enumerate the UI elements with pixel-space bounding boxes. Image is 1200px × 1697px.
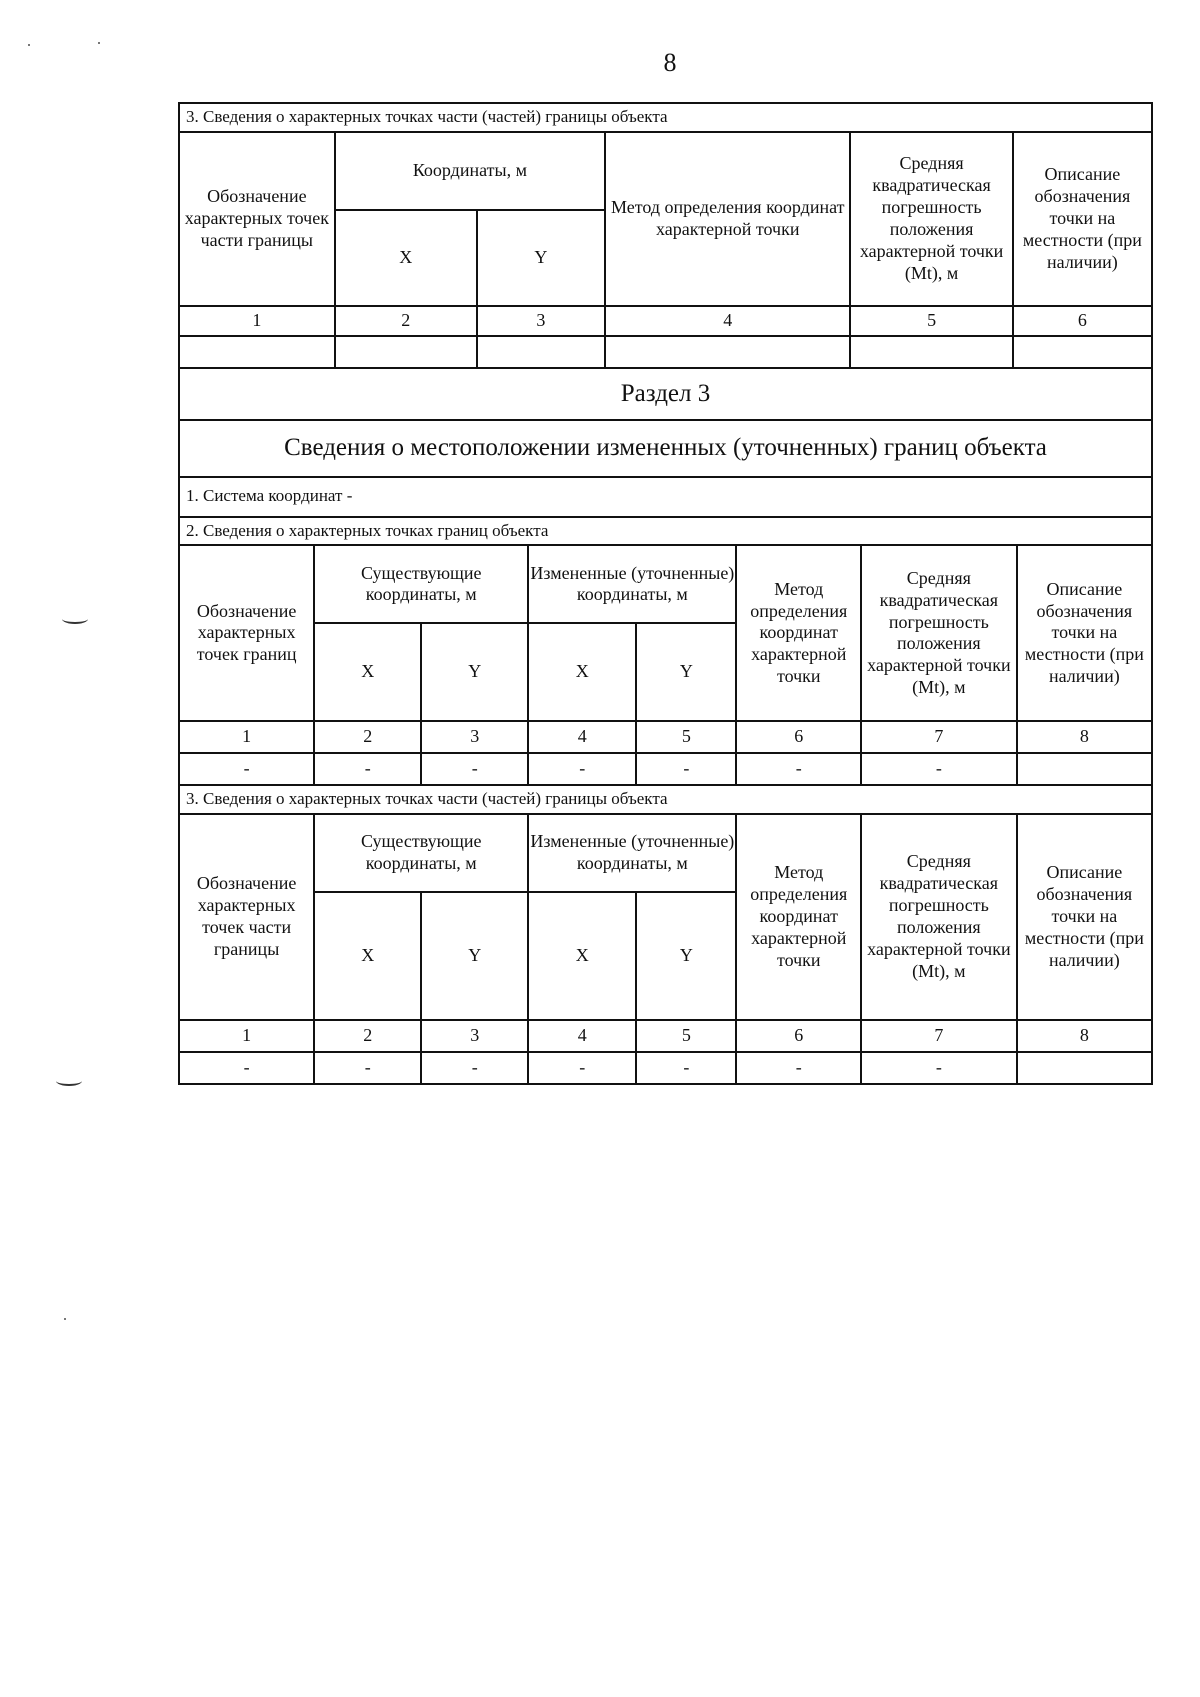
table-cell: - [736, 1052, 861, 1084]
col-number: 5 [850, 306, 1012, 336]
header-error: Средняя квадратическая погрешность положения характерной точки (Mt), м [850, 132, 1012, 306]
col-number: 8 [1017, 1020, 1152, 1052]
table-cell [1017, 753, 1152, 785]
col-number: 5 [636, 1020, 736, 1052]
table-row [179, 753, 1152, 785]
header-x: X [314, 892, 421, 1020]
section-title: Раздел 3 [179, 368, 1152, 421]
col-number: 6 [736, 1020, 861, 1052]
table-cell [477, 336, 605, 368]
boundary-points-table [178, 516, 1153, 1085]
col-number: 2 [335, 306, 477, 336]
col-number: 2 [314, 721, 421, 753]
table-row [179, 1052, 1152, 1084]
scan-dust [98, 42, 100, 44]
col-number: 3 [421, 1020, 528, 1052]
table-row [179, 336, 1152, 368]
col-number: 4 [528, 1020, 636, 1052]
scan-mark [62, 614, 88, 624]
header-method: Метод определения координат характерной точки [736, 545, 861, 721]
header-designation: Обозначение характерных точек границ [179, 545, 314, 721]
scan-dust [64, 1318, 66, 1320]
table-cell [1013, 336, 1152, 368]
header-x: X [335, 210, 477, 306]
header-designation: Обозначение характерных точек части границы [179, 814, 314, 1020]
header-error: Средняя квадратическая погрешность положения характерной точки (Mt), м [861, 545, 1017, 721]
header-description: Описание обозначения точки на местности (при наличии) [1013, 132, 1152, 306]
header-y: Y [421, 623, 528, 721]
table-cell: - [179, 753, 314, 785]
col-number: 6 [736, 721, 861, 753]
section-subtitle: Сведения о местоположении измененных (уточненных) границ объекта [179, 420, 1152, 477]
table-cell: - [314, 753, 421, 785]
table-cell: - [528, 1052, 636, 1084]
table-cell: - [314, 1052, 421, 1084]
header-y: Y [636, 623, 736, 721]
header-error: Средняя квадратическая погрешность положения характерной точки (Mt), м [861, 814, 1017, 1020]
table-cell: - [421, 1052, 528, 1084]
col-number: 8 [1017, 721, 1152, 753]
header-designation: Обозначение характерных точек части границы [179, 132, 335, 306]
page-number: 8 [663, 48, 677, 77]
document-sheet [178, 102, 1153, 1085]
column-number-row [179, 306, 1152, 336]
scan-mark [56, 1076, 82, 1086]
part-boundary-points-table-top [178, 102, 1153, 518]
header-description: Описание обозначения точки на местности (при наличии) [1017, 814, 1152, 1020]
col-number: 1 [179, 306, 335, 336]
table-cell [179, 336, 335, 368]
table-cell: - [421, 753, 528, 785]
table-cell [605, 336, 850, 368]
header-y: Y [636, 892, 736, 1020]
column-number-row [179, 1020, 1152, 1052]
table-cell: - [861, 753, 1017, 785]
header-changed-coords: Измененные (уточненные) координаты, м [528, 545, 736, 623]
col-number: 2 [314, 1020, 421, 1052]
header-description: Описание обозначения точки на местности (при наличии) [1017, 545, 1152, 721]
scan-dust [28, 44, 30, 46]
header-x: X [528, 892, 636, 1020]
column-number-row [179, 721, 1152, 753]
col-number: 5 [636, 721, 736, 753]
table-cell: - [861, 1052, 1017, 1084]
table-cell: - [736, 753, 861, 785]
header-y: Y [421, 892, 528, 1020]
col-number: 4 [528, 721, 636, 753]
header-changed-coords: Измененные (уточненные) координаты, м [528, 814, 736, 892]
table-cell [850, 336, 1012, 368]
table-cell [335, 336, 477, 368]
col-number: 6 [1013, 306, 1152, 336]
header-x: X [314, 623, 421, 721]
col-number: 3 [477, 306, 605, 336]
table-cell: - [179, 1052, 314, 1084]
table-cell [1017, 1052, 1152, 1084]
header-existing-coords: Существующие координаты, м [314, 814, 528, 892]
header-coords: Координаты, м [335, 132, 605, 210]
table-caption: 3. Сведения о характерных точках части (частей) границы объекта [179, 785, 1152, 814]
col-number: 4 [605, 306, 850, 336]
col-number: 1 [179, 1020, 314, 1052]
header-existing-coords: Существующие координаты, м [314, 545, 528, 623]
col-number: 1 [179, 721, 314, 753]
col-number: 7 [861, 721, 1017, 753]
table-caption: 2. Сведения о характерных точках границ объекта [179, 517, 1152, 546]
table-cell: - [636, 1052, 736, 1084]
table-cell: - [636, 753, 736, 785]
header-method: Метод определения координат характерной точки [736, 814, 861, 1020]
table-caption: 3. Сведения о характерных точках части (частей) границы объекта [179, 103, 1152, 132]
col-number: 3 [421, 721, 528, 753]
coordinate-system: 1. Система координат - [179, 477, 1152, 517]
col-number: 7 [861, 1020, 1017, 1052]
header-x: X [528, 623, 636, 721]
header-method: Метод определения координат характерной точки [605, 132, 850, 306]
table-cell: - [528, 753, 636, 785]
header-y: Y [477, 210, 605, 306]
